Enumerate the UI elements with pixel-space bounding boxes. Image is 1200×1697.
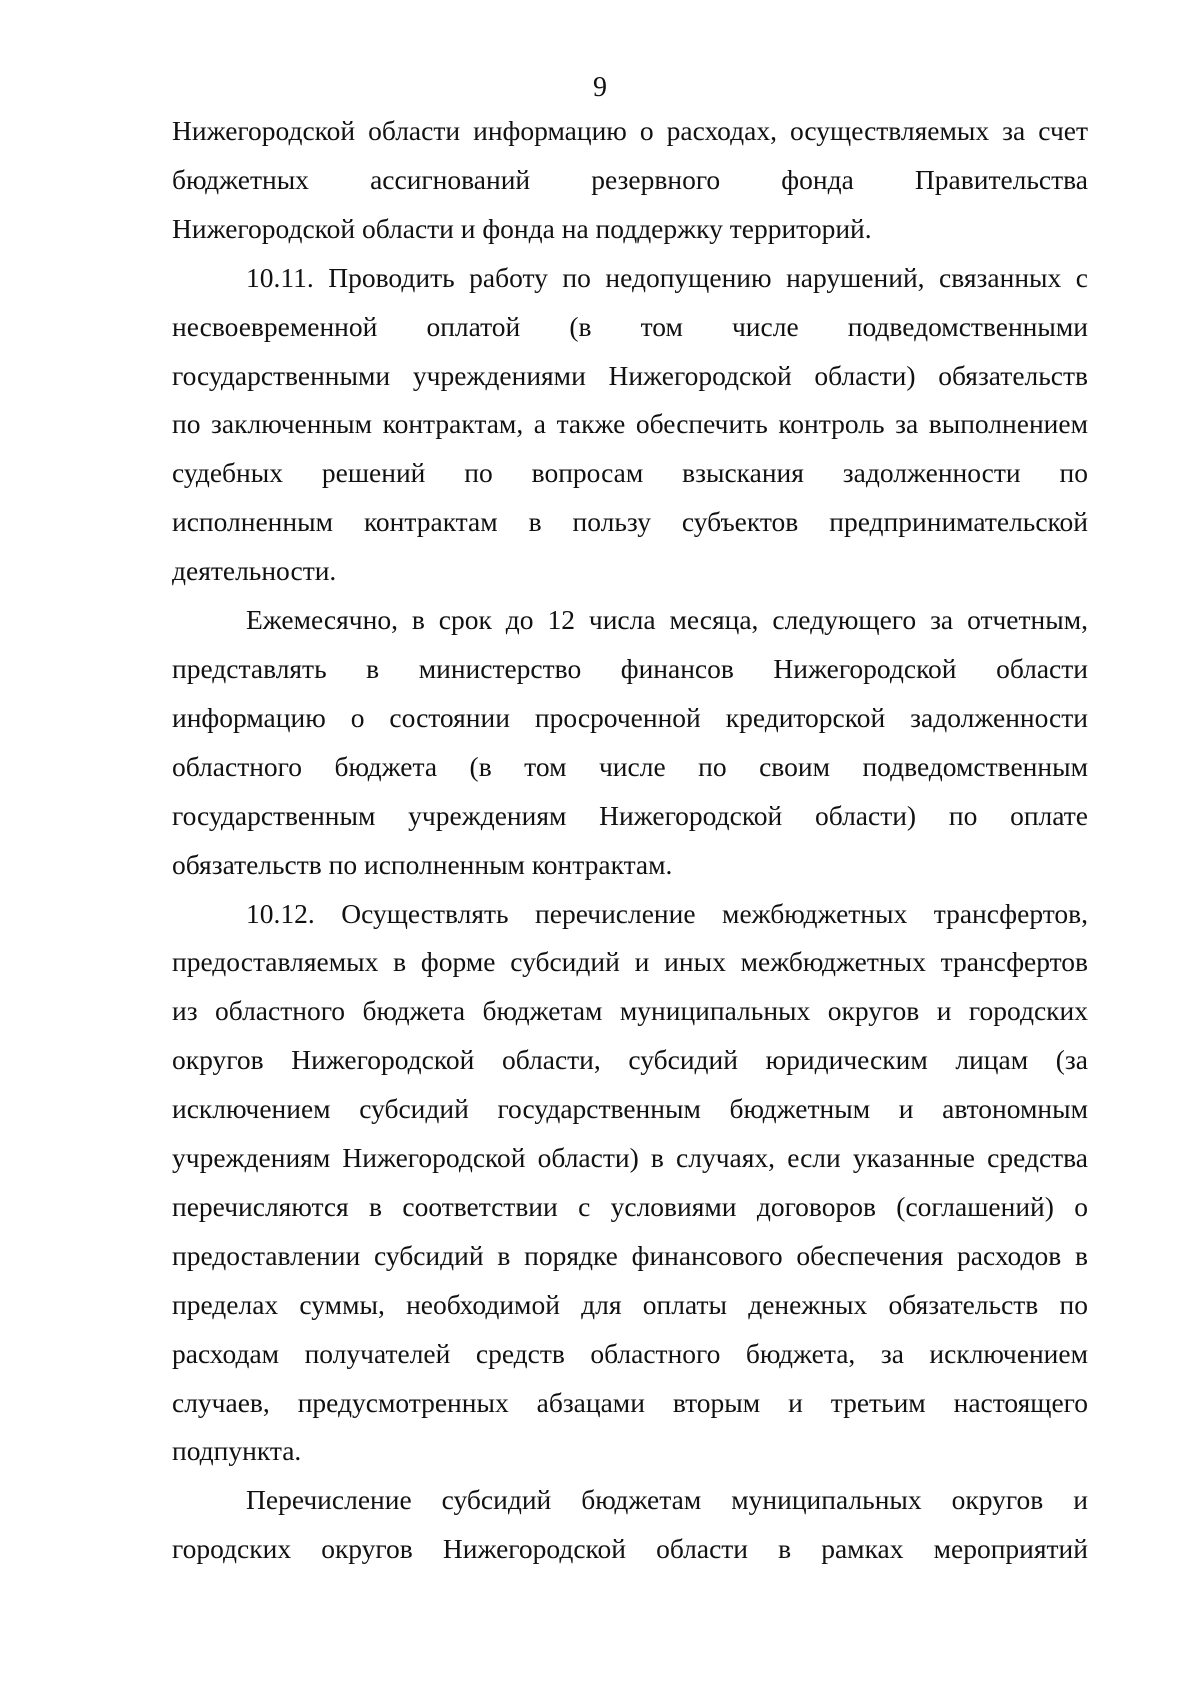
text-line: городских округов Нижегородской области в рамках мероприятий [172,1533,1088,1565]
text-line: подпункта. [172,1435,302,1467]
text-line: пределах суммы, необходимой для оплаты денежных обязательств по [172,1288,1088,1320]
text-line: учреждениям Нижегородской области) в случаях, если указанные средства [172,1142,1088,1174]
text-line: деятельности. [172,555,337,587]
document-body [172,107,1088,1574]
text-line: случаев, предусмотренных абзацами вторым и третьим настоящего [172,1386,1088,1418]
text-line: государственными учреждениями Нижегородской области) обязательств [172,359,1088,391]
text-line: судебных решений по вопросам взыскания задолженности по [172,457,1088,489]
text-line: государственным учреждениям Нижегородской области) по оплате [172,799,1088,831]
text-line: несвоевременной оплатой (в том числе подведомственными [172,310,1088,342]
text-line: Нижегородской области информацию о расходах, осуществляемых за счет [172,115,1088,146]
text-line: перечисляются в соответствии с условиями договоров (соглашений) о [172,1190,1088,1222]
text-line: областного бюджета (в том числе по своим подведомственным [172,750,1088,782]
text-line: Ежемесячно, в срок до 12 числа месяца, следующего за отчетным, [246,604,1088,636]
text-line: предоставляемых в форме субсидий и иных межбюджетных трансфертов [172,946,1088,978]
paragraph [172,596,1088,889]
text-line: округов Нижегородской области, субсидий юридическим лицам (за [172,1044,1088,1076]
text-line: 10.11. Проводить работу по недопущению нарушений, связанных с [246,261,1088,293]
page-number: 9 [593,72,607,103]
text-line: исполненным контрактам в пользу субъектов предпринимательской [172,506,1088,538]
text-line: расходам получателей средств областного бюджета, за исключением [172,1337,1088,1369]
text-line: представлять в министерство финансов Нижегородской области [172,652,1088,684]
text-line: исключением субсидий государственным бюджетным и автономным [172,1093,1088,1125]
text-line: предоставлении субсидий в порядке финансового обеспечения расходов в [172,1239,1088,1271]
paragraph [172,1476,1088,1574]
text-line: информацию о состоянии просроченной кредиторской задолженности [172,701,1088,733]
text-line: обязательств по исполненным контрактам. [172,848,673,880]
text-line: Перечисление субсидий бюджетам муниципальных округов и [246,1484,1088,1516]
text-line: Нижегородской области и фонда на поддержку территорий. [172,212,872,244]
text-line: по заключенным контрактам, а также обеспечить контроль за выполнением [172,408,1088,440]
paragraph [172,107,1088,254]
paragraph [172,254,1088,596]
text-line: бюджетных ассигнований резервного фонда Правительства [172,163,1088,195]
paragraph [172,890,1088,1477]
text-line: 10.12. Осуществлять перечисление межбюджетных трансфертов, [246,897,1088,929]
text-line: из областного бюджета бюджетам муниципальных округов и городских [172,995,1088,1027]
